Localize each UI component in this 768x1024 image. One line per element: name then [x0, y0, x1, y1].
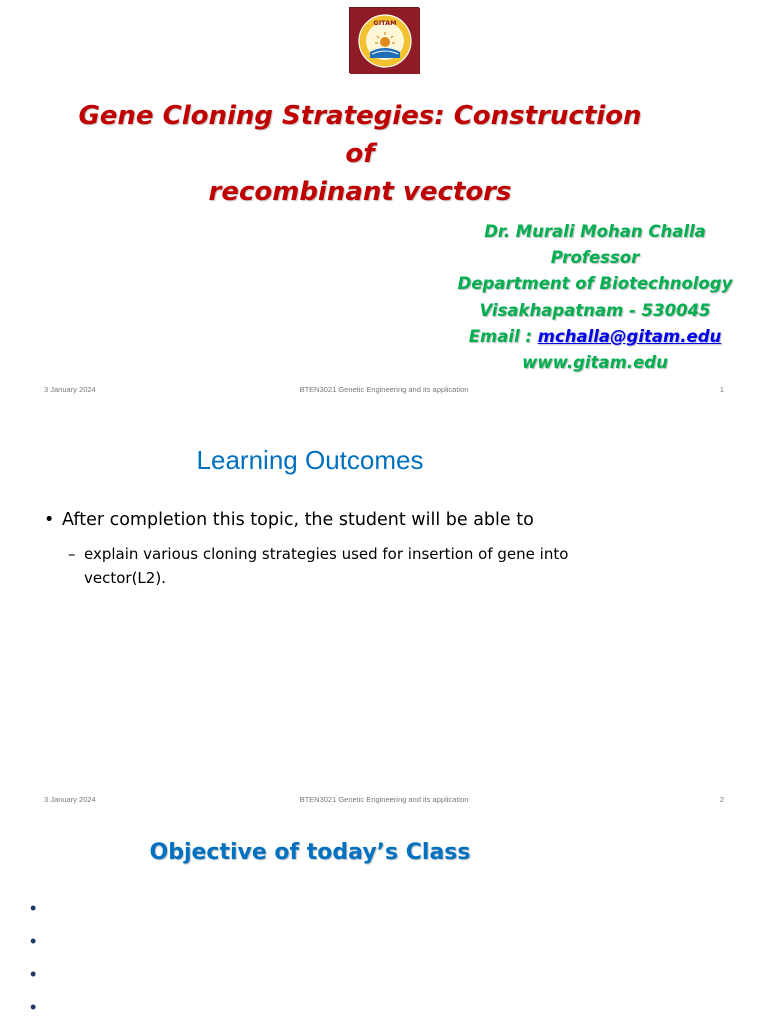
slide-2: [0, 410, 768, 820]
bullet-text: After completion this topic, the student will be able to: [62, 510, 534, 530]
email-link[interactable]: mchalla@gitam.edu: [537, 326, 722, 346]
slide-footer: [0, 385, 768, 397]
sub-bullet-item: [68, 542, 588, 590]
svg-text:GITAM: GITAM: [373, 19, 397, 27]
gitam-logo-icon: [349, 7, 419, 73]
author-designation: Professor: [550, 248, 640, 268]
learning-outcomes-heading: Learning Outcomes: [196, 445, 424, 475]
list-item: [30, 997, 36, 1024]
website-link[interactable]: www.gitam.edu: [522, 353, 668, 373]
bullet-dot-icon: •: [30, 997, 37, 1017]
objective-heading: Objective of today’s Class: [149, 840, 471, 865]
list-item: [30, 964, 36, 997]
slide-footer: [0, 795, 768, 807]
footer-course: BTEN3021 Genetic Engineering and its application: [299, 795, 469, 804]
sub-bullet-text: explain various cloning strategies used for insertion of gene into vector(L2).: [84, 545, 569, 587]
footer-page-number: 2: [719, 795, 724, 804]
author-location: Visakhapatnam - 530045: [479, 300, 711, 320]
bullet-item: [44, 510, 724, 530]
slide-3: [0, 820, 768, 1024]
footer-date: 3 January 2024: [44, 795, 96, 804]
author-email-line: [445, 324, 745, 350]
dash-icon: –: [68, 545, 76, 563]
bullet-dot-icon: •: [44, 510, 55, 530]
list-item: [30, 898, 36, 931]
footer-date: 3 January 2024: [44, 385, 96, 394]
author-info: [445, 219, 745, 376]
bullet-dot-icon: •: [30, 964, 37, 984]
bullet-dot-icon: •: [30, 898, 37, 918]
slide-1: [0, 0, 768, 410]
author-department: Department of Biotechnology: [457, 274, 733, 294]
bullet-dot-icon: •: [30, 931, 37, 951]
footer-page-number: 1: [719, 385, 724, 394]
footer-course: BTEN3021 Genetic Engineering and its application: [299, 385, 469, 394]
presentation-title: [60, 97, 660, 211]
title-line-2: recombinant vectors: [208, 177, 512, 207]
author-name: Dr. Murali Mohan Challa: [484, 222, 706, 241]
list-item: [30, 931, 36, 964]
objective-bullet-list: [30, 898, 36, 1024]
email-label: Email :: [468, 326, 538, 346]
title-line-1: Gene Cloning Strategies: Construction of: [78, 101, 642, 169]
